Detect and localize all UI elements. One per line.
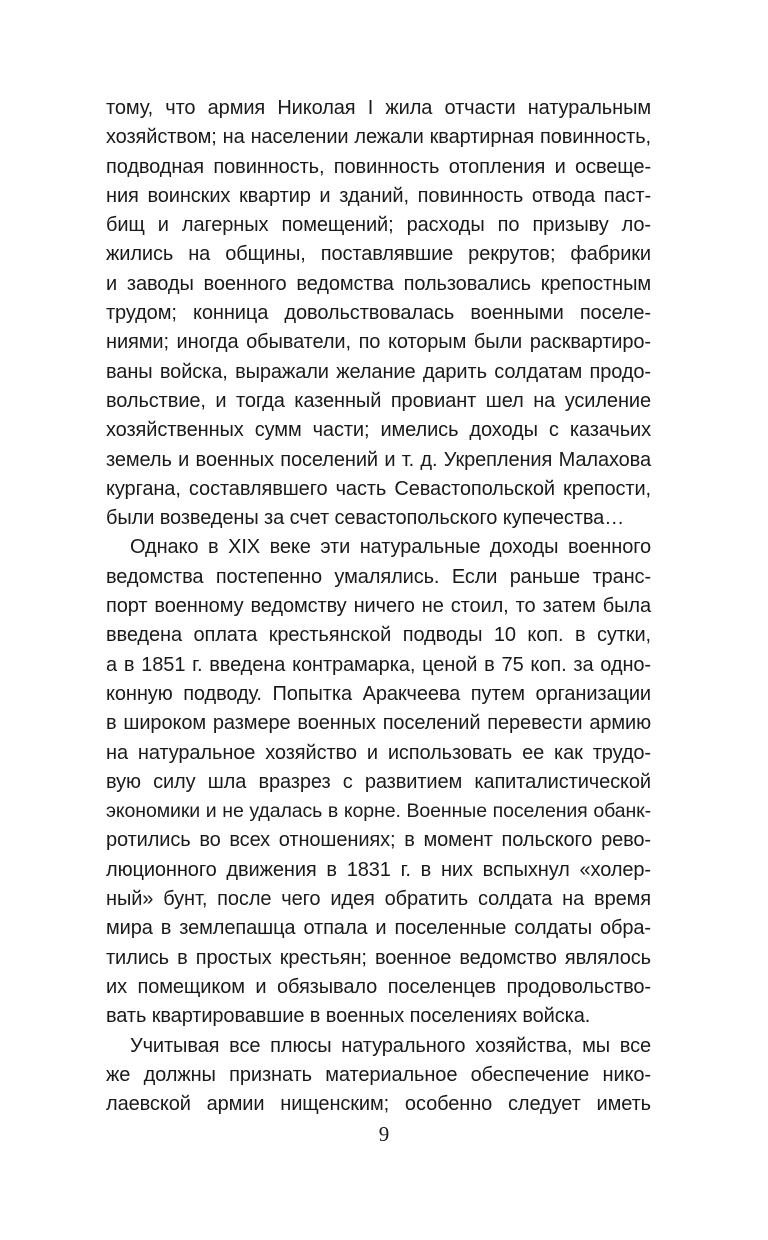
text-line: на натуральное хозяйство и использовать ее как трудо- — [106, 741, 651, 764]
text-line: введена оплата крестьянской подводы 10 коп. в сутки, — [106, 624, 651, 647]
text-line: Учитывая все плюсы натурального хозяйства, мы все — [130, 1034, 651, 1057]
text-line: хозяйством; на населении лежали квартирная повинность, — [106, 126, 651, 149]
text-line: в широком размере военных поселений перевести армию — [106, 712, 651, 735]
text-line: люционного движения в 1831 г. в них вспыхнул «холер- — [106, 858, 651, 881]
text-line: ния воинских квартир и зданий, повинность отвода паст- — [106, 184, 651, 207]
paragraph-2 — [106, 533, 651, 1031]
text-line: их помещиком и обязывало поселенцев продовольство- — [106, 975, 651, 998]
text-line: ный» бунт, после чего идея обратить солдата на время — [106, 888, 651, 911]
text-line: жились на общины, поставлявшие рекрутов; фабрики — [106, 243, 651, 266]
text-line: а в 1851 г. введена контрамарка, ценой в 75 коп. за одно- — [106, 653, 651, 676]
text-line: подводная повинность, повинность отопления и освеще- — [106, 155, 651, 178]
text-line: и заводы военного ведомства пользовались крепостным — [106, 272, 651, 295]
text-line: трудом; конница довольствовалась военными поселе- — [106, 302, 651, 325]
text-line: ведомства постепенно умалялись. Если раньше транс- — [106, 565, 651, 588]
text-line: бищ и лагерных помещений; расходы по призыву ло- — [106, 214, 651, 237]
text-line: вольствие, и тогда казенный провиант шел на усиление — [106, 389, 651, 412]
text-line: кургана, составлявшего часть Севастопольской крепости, — [106, 477, 651, 500]
text-line: конную подводу. Попытка Аракчеева путем организации — [106, 682, 651, 705]
page-body — [106, 94, 651, 1119]
text-line: тились в простых крестьян; военное ведомство являлось — [106, 946, 651, 969]
text-line: хозяйственных сумм части; имелись доходы с казачьих — [106, 419, 651, 442]
text-line: порт военному ведомству ничего не стоил, то затем была — [106, 595, 651, 618]
page-number: 9 — [378, 1122, 390, 1146]
text-line: тому, что армия Николая I жила отчасти натуральным — [106, 97, 651, 119]
text-line: вать квартировавшие в военных поселениях войска. — [106, 1005, 591, 1028]
text-line: ниями; иногда обыватели, по которым были расквартиро- — [106, 331, 651, 354]
paragraph-3 — [106, 1032, 651, 1120]
text-line: мира в землепашца отпала и поселенные солдаты обра- — [106, 917, 651, 940]
text-line: Однако в XIX веке эти натуральные доходы военного — [130, 536, 651, 559]
text-line: ваны войска, выражали желание дарить солдатам продо- — [106, 360, 651, 383]
text-line: же должны признать материальное обеспечение нико- — [106, 1063, 651, 1086]
text-line: ротились во всех отношениях; в момент польского рево- — [106, 829, 651, 852]
paragraph-1 — [106, 94, 651, 533]
text-line: были возведены за счет севастопольского купечества… — [106, 507, 625, 530]
text-line: экономики и не удалась в корне. Военные поселения обанк- — [106, 800, 651, 823]
text-line: вую силу шла вразрез с развитием капиталистической — [106, 770, 651, 793]
text-line: земель и военных поселений и т. д. Укрепления Малахова — [106, 448, 651, 471]
text-line: лаевской армии нищенским; особенно следует иметь — [106, 1093, 651, 1116]
